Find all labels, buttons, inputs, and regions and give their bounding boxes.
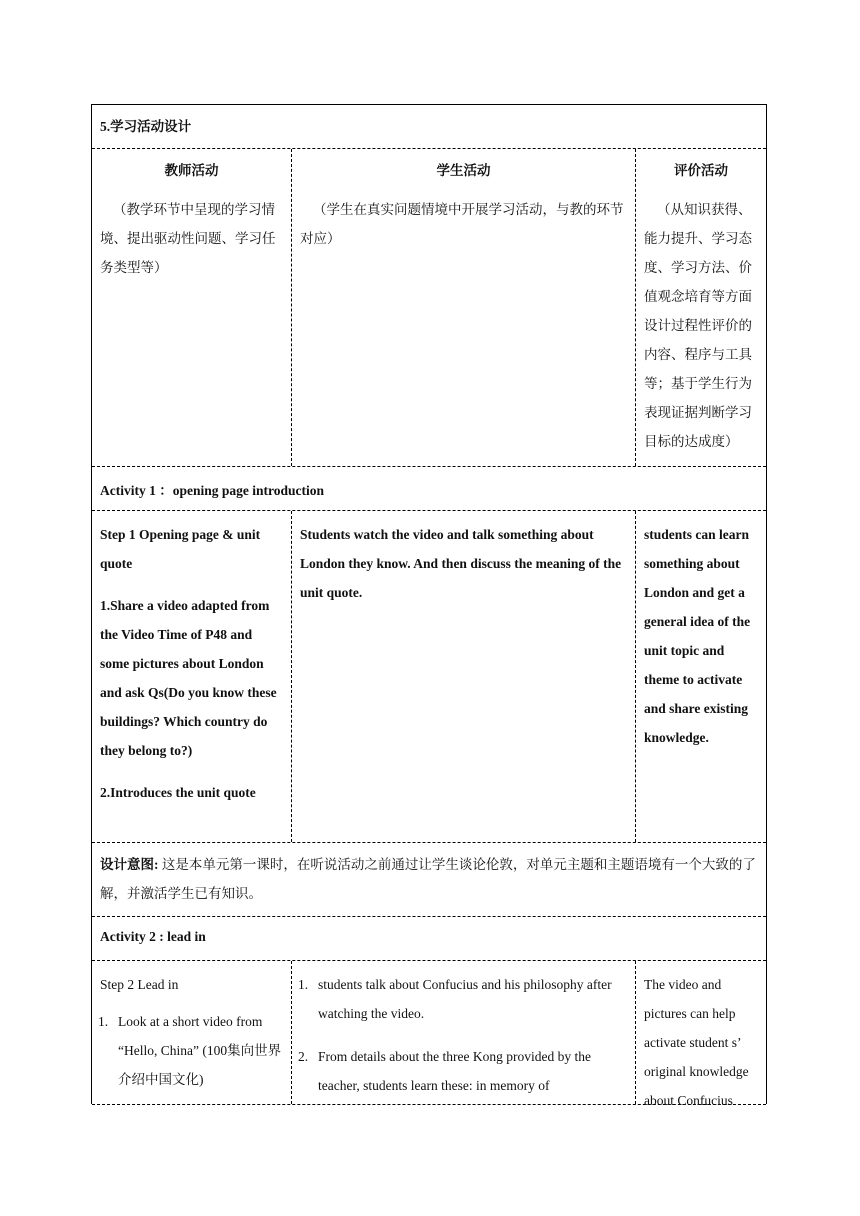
activity1-student-text: Students watch the video and talk something about London they know. And then discuss the meaning of the unit quote. [300,527,622,600]
design-intent [92,843,766,916]
activity1-evaluation-cell [636,511,766,842]
activity2-student-cell [292,961,636,1104]
activity1-title: Activity 1 ：opening page introduction [100,483,325,498]
teacher-note: （教学环节中呈现的学习情境、提出驱动性问题、学习任务类型等） [100,202,276,275]
activity1-content-row [92,511,766,843]
design-intent-row [92,843,766,917]
activity2-evaluation-cell [636,961,766,1108]
evaluation-header: 评价活动 [674,163,728,178]
teacher-column [92,149,292,466]
activity1-teacher-item1: 1.Share a video adapted from the Video Time of P48 and some pictures about London and ask Qs(Do you know these buildings? Which country do they belong to?) [100,598,277,758]
activity2-teacher-item1: Look at a short video from “Hello, China” (100集向世界介绍中国文化) [118,1014,282,1087]
activity2-content-row [92,961,766,1108]
section-title: 5.学习活动设计 [100,119,192,134]
list-number: 1. [98,1014,109,1029]
design-intent-label: 设计意图: [100,857,159,872]
activity1-evaluation-text: students can learn something about London and get a general idea of the unit topic and theme to activate and share existing knowledge. [644,527,751,745]
student-column [292,149,636,466]
activity2-teacher-step: Step 2 Lead in [100,977,179,992]
activity1-teacher-step: Step 1 Opening page & unit quote [100,527,261,571]
activity-design-table [91,104,767,1108]
activity2-teacher-list [100,1007,283,1094]
activity2-student-item2: From details about the three Kong provided by the teacher, students learn these: in memory of [318,1049,591,1093]
teacher-header: 教师活动 [164,163,219,178]
list-item [298,1042,627,1100]
activity1-teacher-item2: 2.Introduces the unit quote [100,785,256,800]
list-item [298,970,627,1028]
evaluation-column [636,149,766,466]
list-number: 2. [298,1049,309,1064]
activity2-title: Activity 2 : lead in [100,929,206,944]
evaluation-note: （从知识获得、能力提升、学习态度、学习方法、价值观念培育等方面设计过程性评价的内容、程序与工具等；基于学生行为表现证据判断学习目标的达成度） [644,202,752,449]
column-header-row [92,149,766,467]
activity2-student-list [300,970,627,1100]
student-header: 学生活动 [436,163,491,178]
list-item [98,1007,283,1094]
activity2-evaluation-text: The video and pictures can help activate student s’ original knowledge about Confucius [644,977,749,1108]
activity2-title-row [92,917,766,961]
list-number: 1. [298,977,309,992]
activity1-title-row [92,467,766,511]
section-title-row [92,105,766,149]
activity2-student-item1: students talk about Confucius and his philosophy after watching the video. [318,977,612,1021]
student-note: （学生在真实问题情境中开展学习活动，与教的环节对应） [300,202,624,246]
design-intent-text: 这是本单元第一课时，在听说活动之前通过让学生谈论伦敦，对单元主题和主题语境有一个大致的了解，并激活学生已有知识。 [100,857,756,901]
activity2-teacher-cell [92,961,292,1104]
activity1-teacher-cell [92,511,292,842]
activity1-student-cell [292,511,636,842]
